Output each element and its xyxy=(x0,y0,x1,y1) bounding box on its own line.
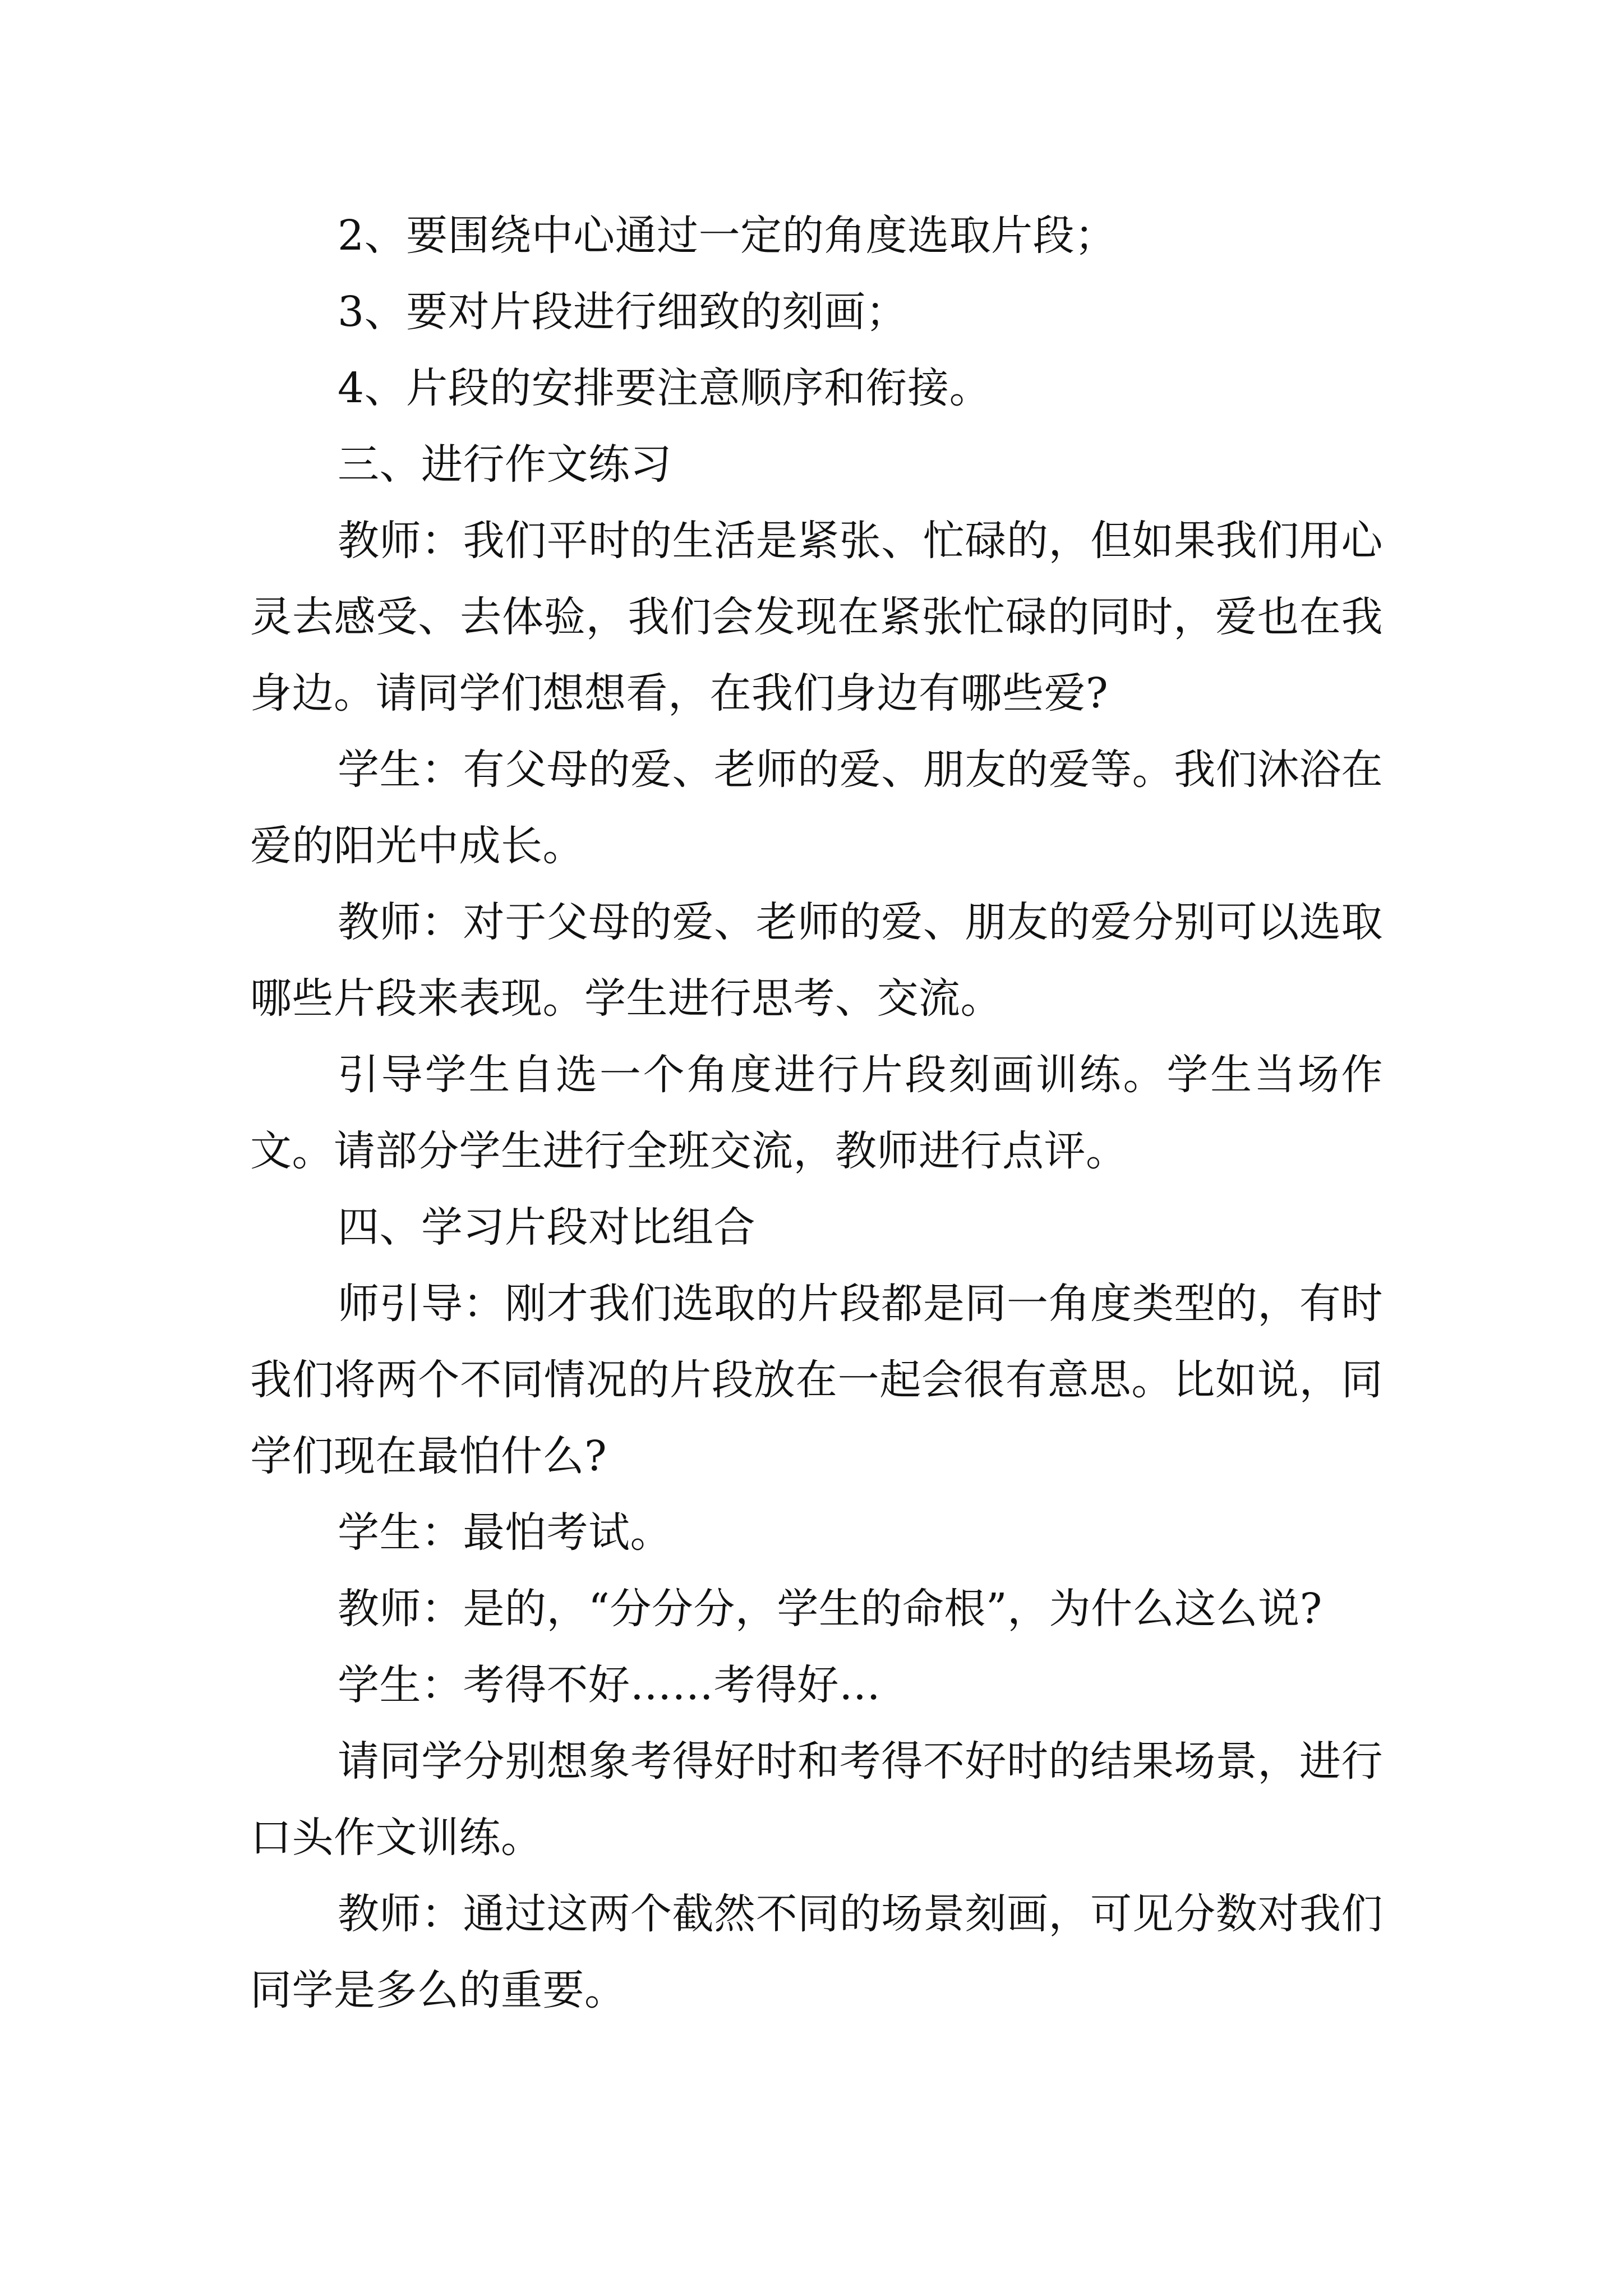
paragraph-point-3: 3、要对片段进行细致的刻画； xyxy=(338,288,908,336)
paragraph-guide-2: 请同学分别想象考得好时和考得不好时的结果场景，进行口头作文训练。 xyxy=(250,1737,1383,1862)
paragraph-point-4: 4、片段的安排要注意顺序和衔接。 xyxy=(338,364,992,412)
paragraph-guide-1: 引导学生自选一个角度进行片段刻画训练。学生当场作文。请部分学生进行全班交流，教师进行点评。 xyxy=(250,1051,1383,1175)
paragraph-student-1: 学生：有父母的爱、老师的爱、朋友的爱等。我们沐浴在爱的阳光中成长。 xyxy=(250,746,1383,870)
document-body xyxy=(250,197,1383,2028)
paragraph-teacher-3: 教师：是的，“分分分，学生的命根”，为什么这么说? xyxy=(338,1585,1322,1633)
paragraph-teacher-guide: 师引导：刚才我们选取的片段都是同一角度类型的，有时我们将两个不同情况的片段放在一起会很有意思。比如说，同学们现在最怕什么? xyxy=(250,1280,1383,1480)
section-heading-3: 三、进行作文练习 xyxy=(338,440,672,489)
paragraph-student-2: 学生：最怕考试。 xyxy=(338,1508,672,1557)
paragraph-teacher-2: 教师：对于父母的爱、老师的爱、朋友的爱分别可以选取哪些片段来表现。学生进行思考、交流。 xyxy=(250,898,1383,1023)
paragraph-student-3: 学生：考得不好……考得好… xyxy=(338,1661,881,1709)
section-heading-4: 四、学习片段对比组合 xyxy=(338,1203,755,1251)
paragraph-teacher-4: 教师：通过这两个截然不同的场景刻画，可见分数对我们同学是多么的重要。 xyxy=(250,1890,1383,2014)
paragraph-teacher-1: 教师：我们平时的生活是紧张、忙碌的，但如果我们用心灵去感受、去体验，我们会发现在紧张忙碌的同时，爱也在我身边。请同学们想想看，在我们身边有哪些爱? xyxy=(250,517,1383,717)
paragraph-point-2: 2、要围绕中心通过一定的角度选取片段； xyxy=(338,211,1117,260)
